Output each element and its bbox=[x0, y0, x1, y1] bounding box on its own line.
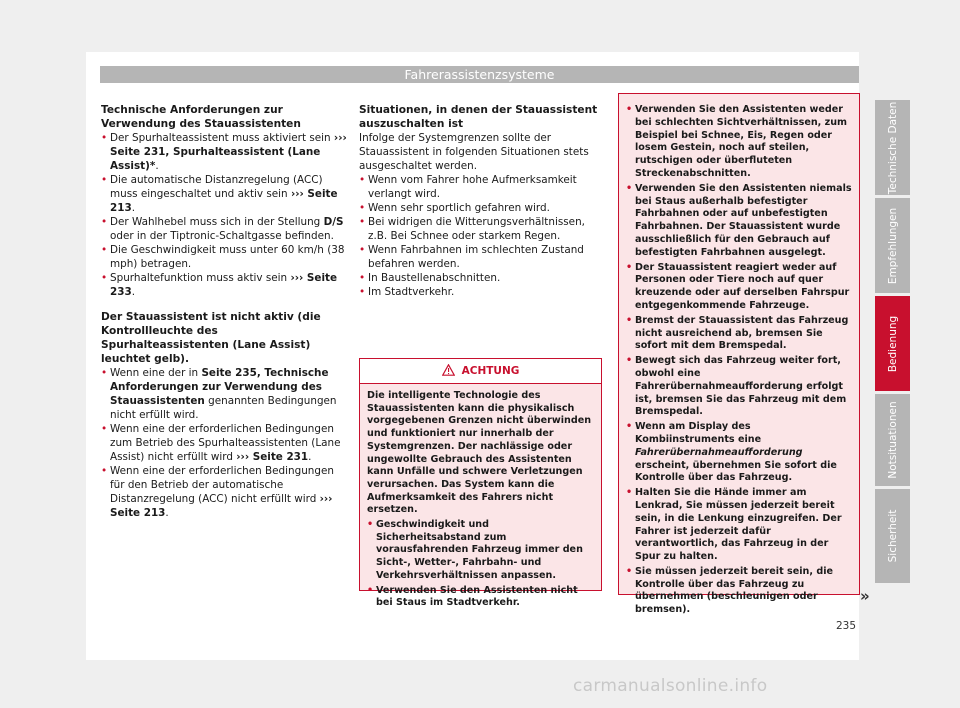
list-item: • Geschwindigkeit und Sicherheitsabstand zum vorausfahrenden Fahrzeug immer den Sicht-, Wetter-, Fahrbahn- und Verkehrsverhältnissen anpassen. bbox=[367, 519, 594, 583]
list-item: • Die Geschwindigkeit muss unter 60 km/h (38 mph) betragen. bbox=[101, 243, 347, 271]
list-item: • In Baustellenabschnitten. bbox=[359, 271, 601, 285]
page-number: 235 bbox=[836, 620, 857, 632]
warning-title: ACHTUNG bbox=[461, 365, 520, 377]
section-heading-requirements: Technische Anforderungen zur Verwendung des Stauassistenten bbox=[101, 104, 301, 130]
list-item: • Verwenden Sie den Assistenten niemals bei Staus außerhalb befestigter Fahrbahnen oder auf unbefestigten Fahrbahnen. Der Stauassistent wurde ausschließlich für den Gebrauch auf befestigten Fahrbahnen ausgelegt. bbox=[626, 183, 852, 260]
list-item: • Wenn eine der erforderlichen Bedingungen für den Betrieb der automatische Distanzregelung (ACC) nicht erfüllt wird ››› Seite 213. bbox=[101, 464, 347, 520]
section-heading-not-active: Der Stauassistent ist nicht aktiv (die Kontrollleuchte des Spurhalteassistenten (Lane Assist) leuchtet gelb). bbox=[101, 311, 321, 365]
list-item: • Wenn Fahrbahnen im schlechten Zustand befahren werden. bbox=[359, 243, 601, 271]
tab-technische-daten[interactable]: Technische Daten bbox=[875, 100, 910, 195]
tab-bedienung[interactable]: Bedienung bbox=[875, 296, 910, 391]
warning-box bbox=[359, 358, 602, 609]
paragraph-intro: Infolge der Systemgrenzen sollte der Stauassistent in folgenden Situationen stets ausgeschaltet werden. bbox=[359, 132, 589, 172]
list-item: • Bei widrigen die Witterungsverhältnissen, z.B. Bei Schnee oder starkem Regen. bbox=[359, 215, 601, 243]
page-reference-link[interactable]: Seite 235, Technische Anforderungen zur Verwendung des Stauassistenten bbox=[110, 367, 329, 407]
list-item: • Halten Sie die Hände immer am Lenkrad, Sie müssen jederzeit bereit sein, in die Lenkung einzugreifen. Der Fahrer ist jederzeit dafür verantwortlich, das Fahrzeug in der Spur zu halten. bbox=[626, 487, 852, 564]
list-item: • Wenn am Display des Kombiinstruments eine Fahrerübernahmeaufforderung erscheint, übernehmen Sie sofort die Kontrolle über das Fahrzeug. bbox=[626, 421, 852, 485]
list-item: • Die automatische Distanzregelung (ACC) muss eingeschaltet und aktiv sein ››› Seite 213. bbox=[101, 173, 347, 215]
list-item: • Wenn vom Fahrer hohe Aufmerksamkeit verlangt wird. bbox=[359, 173, 601, 201]
list-item: • Wenn eine der in Seite 235, Technische Anforderungen zur Verwendung des Stauassistenten genannten Bedingungen nicht erfüllt wird. bbox=[101, 366, 347, 422]
page-reference-link[interactable]: ››› Seite 233 bbox=[110, 272, 338, 298]
page-reference-link[interactable]: ››› Seite 231, Spurhalteassistent (Lane Assist)* bbox=[110, 132, 347, 172]
continue-arrow-icon: » bbox=[860, 587, 870, 605]
warning-content-continued bbox=[619, 94, 859, 623]
page-reference-link[interactable]: ››› Seite 213 bbox=[110, 493, 333, 519]
list-item: • Bremst der Stauassistent das Fahrzeug nicht ausreichend ab, bremsen Sie sofort mit dem Bremspedal. bbox=[626, 315, 852, 353]
list-item: • Verwenden Sie den Assistenten nicht bei Staus im Stadtverkehr. bbox=[367, 585, 594, 610]
list-item: • Wenn eine der erforderlichen Bedingungen zum Betrieb des Spurhalteassistenten (Lane Assist) nicht erfüllt wird ››› Seite 231. bbox=[101, 422, 347, 464]
warning-triangle-icon bbox=[442, 364, 455, 379]
list-item: • Spurhaltefunktion muss aktiv sein ››› Seite 233. bbox=[101, 271, 347, 299]
tab-notsituationen[interactable]: Notsituationen bbox=[875, 394, 910, 486]
tab-empfehlungen[interactable]: Empfehlungen bbox=[875, 198, 910, 293]
warning-header bbox=[360, 359, 601, 384]
column-left bbox=[101, 103, 347, 520]
warning-intro: Die intelligente Technologie des Stauassistenten kann die physikalisch vorgegebenen Grenzen nicht überwinden und funktioniert nur innerhalb der Systemgrenzen. Der nachlässige oder ungewollte Gebrauch des Assistenten kann Unfälle und schwere Verletzungen verursachen. Das System kann die Aufmerksamkeit des Fahrers nicht ersetzen. bbox=[367, 390, 592, 516]
section-heading-switch-off: Situationen, in denen der Stauassistent auszuschalten ist bbox=[359, 104, 598, 130]
list-item: • Der Spurhalteassistent muss aktiviert sein ››› Seite 231, Spurhalteassistent (Lane Assist)*. bbox=[101, 131, 347, 173]
list-item: • Der Wahlhebel muss sich in der Stellung D/S oder in der Tiptronic-Schaltgasse befinden. bbox=[101, 215, 347, 243]
column-middle bbox=[359, 103, 601, 299]
list-item: • Der Stauassistent reagiert weder auf Personen oder Tiere noch auf quer kreuzende oder auf derselben Fahrspur entgegenkommende Fahrzeuge. bbox=[626, 262, 852, 313]
page-reference-link[interactable]: ››› Seite 231 bbox=[236, 451, 309, 463]
page-header: Fahrerassistenzsysteme bbox=[100, 66, 859, 83]
watermark-text: carmanualsonline.info bbox=[573, 676, 768, 696]
warning-box-continued bbox=[618, 93, 860, 616]
list-item: • Im Stadtverkehr. bbox=[359, 285, 601, 299]
list-item: • Wenn sehr sportlich gefahren wird. bbox=[359, 201, 601, 215]
warning-content bbox=[360, 384, 601, 616]
page-reference-link[interactable]: ››› Seite 213 bbox=[110, 188, 338, 214]
tab-sicherheit[interactable]: Sicherheit bbox=[875, 489, 910, 583]
list-item: • Bewegt sich das Fahrzeug weiter fort, obwohl eine Fahrerübernahmeaufforderung erfolgt ist, bremsen Sie das Fahrzeug mit dem Bremspedal. bbox=[626, 355, 852, 419]
list-item: • Verwenden Sie den Assistenten weder bei schlechten Sichtverhältnissen, zum Beispiel bei Schnee, Eis, Regen oder losem Gestein, noch auf steilen, rutschigen oder überfluteten Streckenabschnitten. bbox=[626, 104, 852, 181]
list-item: • Sie müssen jederzeit bereit sein, die Kontrolle über das Fahrzeug zu übernehmen (beschleunigen oder bremsen). bbox=[626, 566, 852, 617]
